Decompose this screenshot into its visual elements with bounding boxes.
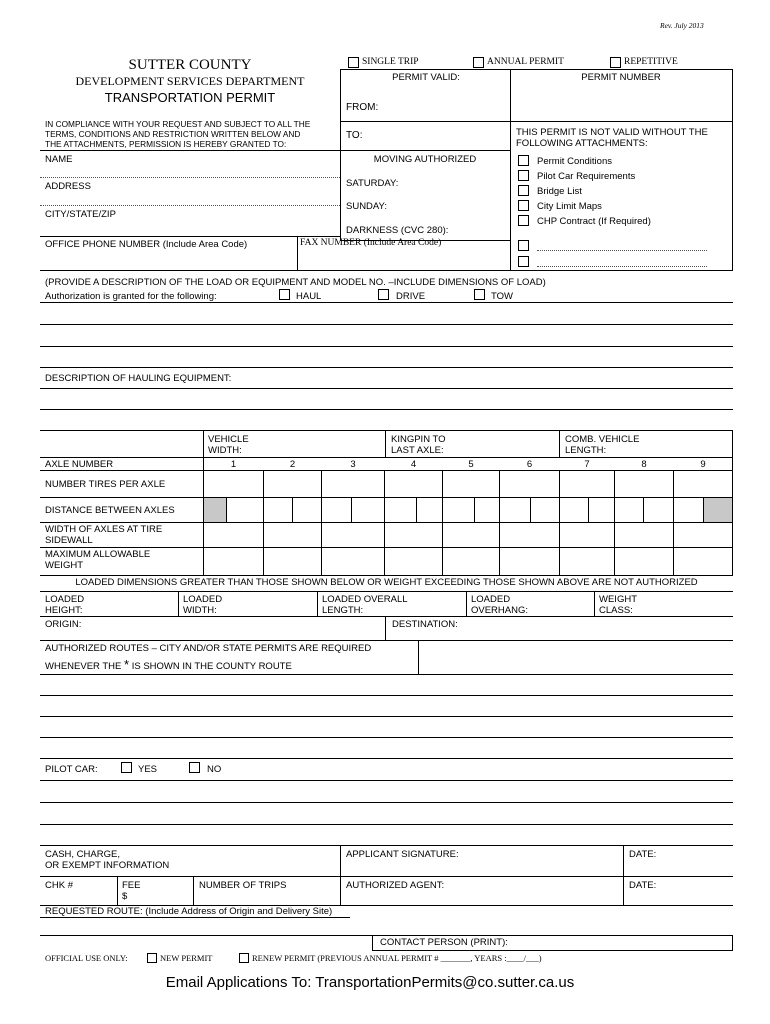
renew-permit-label: RENEW PERMIT (PREVIOUS ANNUAL PERMIT # _______, YEARS :____/___): [252, 953, 542, 963]
pilot-car-requirements-checkbox[interactable]: [518, 170, 529, 181]
tires-per-axle-label: NUMBER TIRES PER AXLE: [45, 479, 166, 490]
distance-shaded-end: [703, 498, 732, 522]
revision-date: Rev. July 2013: [660, 21, 704, 30]
fax-number-label: FAX NUMBER (Include Area Code): [300, 238, 442, 248]
requested-route-field[interactable]: [40, 918, 733, 934]
tow-checkbox[interactable]: [474, 289, 485, 300]
moving-authorized-label: MOVING AUTHORIZED: [373, 154, 477, 165]
number-trips-label: NUMBER OF TRIPS: [199, 880, 287, 891]
other-attachment-line-1[interactable]: [537, 250, 707, 251]
loaded-height-label: LOADED HEIGHT:: [45, 594, 85, 616]
axle-number-2: 2: [289, 459, 296, 470]
signature-date-label: DATE:: [629, 849, 657, 860]
compliance-text: IN COMPLIANCE WITH YOUR REQUEST AND SUBJECT TO ALL THE TERMS, CONDITIONS AND RESTRICTION WRITTEN BELOW AND THE ATTACHMENTS, PERMISSION IS HEREBY GRANTED TO:: [45, 119, 311, 149]
hauling-equipment-label: DESCRIPTION OF HAULING EQUIPMENT:: [45, 373, 232, 384]
load-description-field[interactable]: [40, 304, 733, 366]
bridge-list-label: Bridge List: [537, 186, 582, 197]
city-state-zip-field[interactable]: [130, 207, 335, 231]
address-field[interactable]: [95, 179, 335, 203]
kingpin-field[interactable]: [425, 444, 555, 456]
chk-field[interactable]: [75, 878, 115, 904]
axle-number-3: 3: [350, 459, 356, 470]
comb-vehicle-label: COMB. VEHICLE LENGTH:: [565, 434, 640, 456]
comb-vehicle-field[interactable]: [605, 444, 730, 456]
new-permit-label: NEW PERMIT: [160, 953, 213, 963]
pilot-car-no-label: NO: [207, 764, 222, 775]
authorized-routes-label-1: AUTHORIZED ROUTES – CITY AND/OR STATE PERMITS ARE REQUIRED: [45, 643, 372, 654]
tires-per-axle-fields[interactable]: [204, 471, 732, 497]
to-field[interactable]: [365, 125, 507, 147]
fee-label: FEE $: [122, 880, 141, 902]
axle-number-5: 5: [468, 459, 474, 470]
saturday-label: SATURDAY:: [346, 178, 399, 189]
permit-conditions-label: Permit Conditions: [537, 156, 612, 167]
from-label: FROM:: [346, 102, 379, 113]
darkness-label: DARKNESS (CVC 280):: [346, 225, 449, 236]
distance-between-fields[interactable]: [227, 498, 703, 522]
origin-label: ORIGIN:: [45, 619, 82, 630]
office-phone-label: OFFICE PHONE NUMBER (Include Area Code): [45, 239, 248, 250]
hauling-equipment-field[interactable]: [40, 388, 733, 428]
sunday-label: SUNDAY:: [346, 201, 388, 212]
haul-checkbox[interactable]: [279, 289, 290, 300]
annual-permit-label: ANNUAL PERMIT: [487, 57, 564, 67]
origin-field[interactable]: [85, 617, 380, 639]
axle-number-8: 8: [641, 459, 647, 470]
other-attachment-line-2[interactable]: [537, 266, 707, 267]
permit-conditions-checkbox[interactable]: [518, 155, 529, 166]
max-weight-fields[interactable]: [204, 548, 732, 575]
permit-title: TRANSPORTATION PERMIT: [104, 90, 276, 105]
max-weight-label: MAXIMUM ALLOWABLE WEIGHT: [45, 549, 151, 571]
address-label: ADDRESS: [45, 181, 91, 192]
other-attachment-checkbox-2[interactable]: [518, 256, 529, 267]
repetitive-label: REPETITIVE: [624, 57, 678, 67]
dimensions-warning: LOADED DIMENSIONS GREATER THAN THOSE SHOWN BELOW OR WEIGHT EXCEEDING THOSE SHOWN ABOVE ARE NOT AUTHORIZED: [75, 577, 698, 588]
city-limit-maps-label: City Limit Maps: [537, 201, 602, 212]
annual-permit-checkbox[interactable]: [473, 57, 484, 68]
agent-date-label: DATE:: [629, 880, 657, 891]
axle-number-1: 1: [230, 459, 237, 470]
contact-person-label: CONTACT PERSON (PRINT):: [380, 937, 508, 948]
single-trip-label: SINGLE TRIP: [362, 57, 419, 67]
other-attachment-checkbox-1[interactable]: [518, 240, 529, 251]
fee-field[interactable]: [130, 890, 190, 904]
width-axles-label: WIDTH OF AXLES AT TIRE SIDEWALL: [45, 524, 163, 546]
bridge-list-checkbox[interactable]: [518, 185, 529, 196]
permit-number-label: PERMIT NUMBER: [581, 72, 661, 83]
official-use-label: OFFICIAL USE ONLY:: [45, 953, 128, 963]
pilot-car-requirements-label: Pilot Car Requirements: [537, 171, 636, 182]
city-limit-maps-checkbox[interactable]: [518, 200, 529, 211]
department-name: DEVELOPMENT SERVICES DEPARTMENT: [75, 74, 305, 88]
pilot-car-no-checkbox[interactable]: [189, 762, 200, 773]
permit-valid-label: PERMIT VALID:: [392, 72, 460, 83]
cash-charge-label: CASH, CHARGE, OR EXEMPT INFORMATION: [45, 849, 170, 871]
pilot-car-details-field[interactable]: [40, 781, 733, 845]
loaded-width-label: LOADED WIDTH:: [183, 594, 223, 616]
vehicle-width-field[interactable]: [262, 444, 382, 456]
kingpin-label: KINGPIN TO LAST AXLE:: [391, 434, 446, 456]
applicant-signature-label: APPLICANT SIGNATURE:: [346, 849, 459, 860]
width-axles-fields[interactable]: [204, 523, 732, 547]
authorized-agent-field[interactable]: [455, 878, 620, 904]
chk-label: CHK #: [45, 880, 73, 891]
drive-checkbox[interactable]: [378, 289, 389, 300]
contact-person-field[interactable]: [520, 936, 730, 949]
tow-label: TOW: [491, 291, 513, 302]
pilot-car-label: PILOT CAR:: [45, 764, 98, 775]
permit-number-field[interactable]: [512, 84, 730, 121]
applicant-signature-field[interactable]: [460, 847, 620, 875]
load-description-label: (PROVIDE A DESCRIPTION OF THE LOAD OR EQUIPMENT AND MODEL NO. –INCLUDE DIMENSIONS OF LOAD): [45, 277, 546, 288]
chp-contract-checkbox[interactable]: [518, 215, 529, 226]
distance-shaded-start: [204, 498, 226, 522]
axle-number-label: AXLE NUMBER: [45, 459, 114, 470]
authorized-agent-label: AUTHORIZED AGENT:: [346, 880, 445, 891]
renew-permit-checkbox[interactable]: [239, 953, 249, 963]
repetitive-checkbox[interactable]: [610, 57, 621, 68]
axle-number-7: 7: [584, 459, 590, 470]
requested-route-label: REQUESTED ROUTE: (Include Address of Origin and Delivery Site): [45, 906, 333, 917]
single-trip-checkbox[interactable]: [348, 57, 359, 68]
destination-field[interactable]: [465, 617, 730, 639]
county-name: SUTTER COUNTY: [128, 57, 252, 73]
authorized-routes-label-2: WHENEVER THE * IS SHOWN IN THE COUNTY ROUTE: [45, 657, 292, 672]
weight-class-label: WEIGHT CLASS:: [599, 594, 637, 616]
distance-between-label: DISTANCE BETWEEN AXLES: [45, 505, 175, 516]
destination-label: DESTINATION:: [392, 619, 458, 630]
pilot-car-yes-checkbox[interactable]: [121, 762, 132, 773]
new-permit-checkbox[interactable]: [147, 953, 157, 963]
city-state-zip-label: CITY/STATE/ZIP: [45, 209, 116, 220]
haul-label: HAUL: [296, 291, 322, 302]
email-applications: Email Applications To: TransportationPermits@co.sutter.ca.us: [165, 974, 575, 991]
from-field[interactable]: [375, 98, 507, 116]
loaded-overhang-label: LOADED OVERHANG:: [471, 594, 529, 616]
name-field[interactable]: [80, 152, 335, 176]
axle-number-4: 4: [410, 459, 417, 470]
number-trips-field[interactable]: [199, 892, 337, 904]
chp-contract-label: CHP Contract (If Required): [537, 216, 651, 227]
attachments-notice: THIS PERMIT IS NOT VALID WITHOUT THE FOLLOWING ATTACHMENTS:: [516, 127, 708, 149]
agent-date-field[interactable]: [665, 878, 731, 904]
name-label: NAME: [45, 154, 73, 165]
axle-number-9: 9: [700, 459, 706, 470]
drive-label: DRIVE: [396, 291, 426, 302]
authorization-label: Authorization is granted for the following:: [45, 291, 217, 302]
axle-number-6: 6: [526, 459, 533, 470]
loaded-length-label: LOADED OVERALL LENGTH:: [322, 594, 408, 616]
signature-date-field[interactable]: [665, 847, 731, 875]
vehicle-width-label: VEHICLE WIDTH:: [208, 434, 249, 456]
pilot-car-yes-label: YES: [138, 764, 158, 775]
to-label: TO:: [346, 130, 363, 141]
